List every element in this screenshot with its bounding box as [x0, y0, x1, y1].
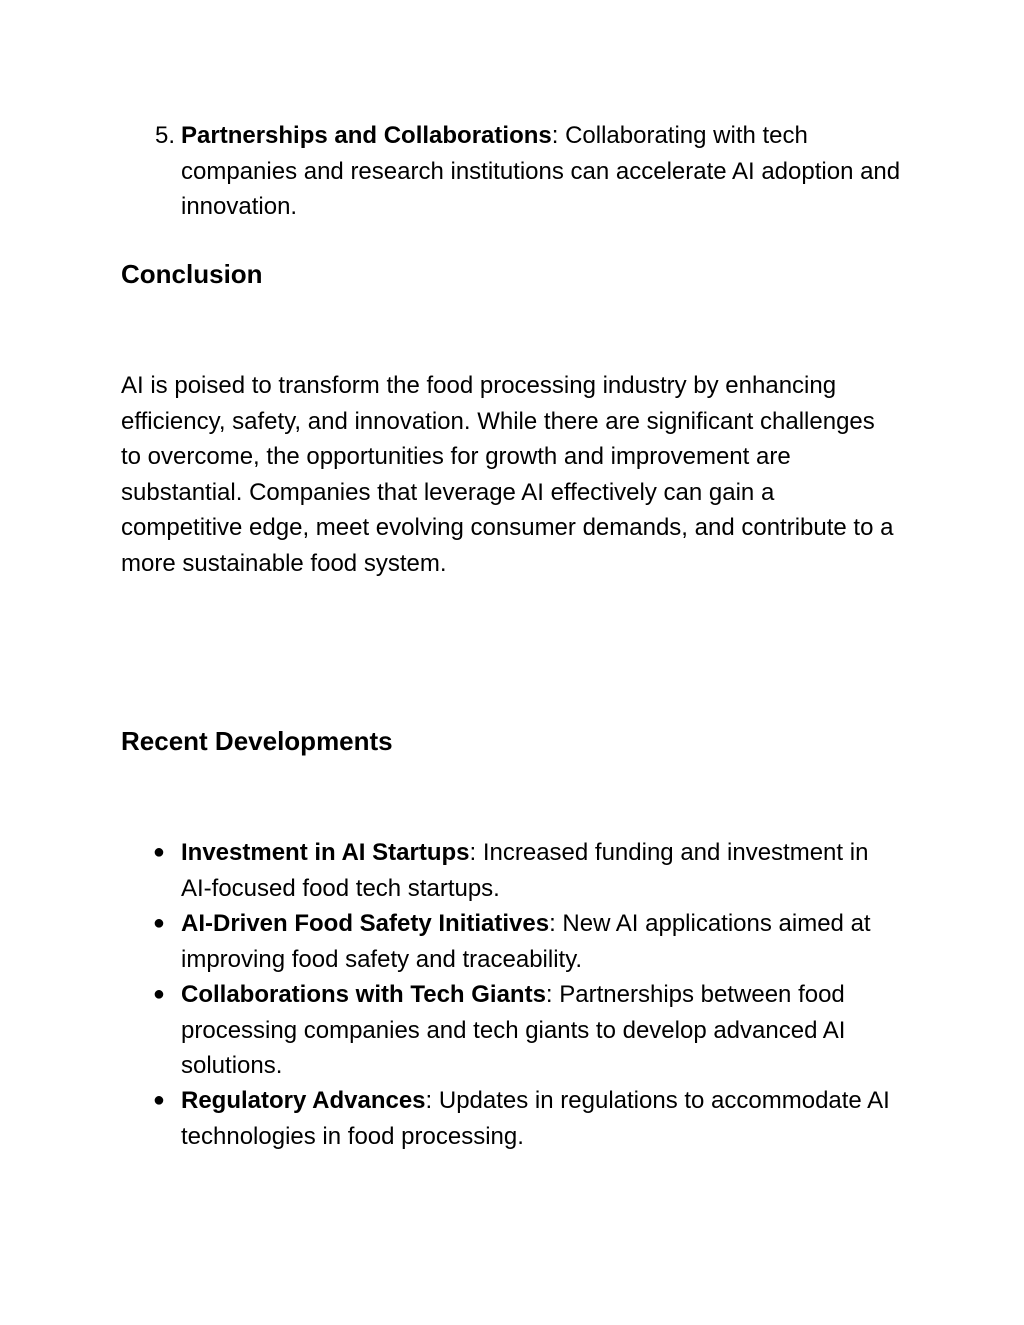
list-item-text: New AI applications aimed at improving food safety and traceability.	[181, 910, 871, 973]
list-item-term: Partnerships and Collaborations	[181, 122, 552, 149]
list-item-content	[181, 835, 901, 906]
list-item-term: Collaborations with Tech Giants	[181, 981, 546, 1008]
list-item-separator: :	[469, 839, 477, 866]
list-number: 5.	[154, 122, 175, 149]
list-item-content	[181, 118, 901, 225]
bullet-list-item	[121, 977, 901, 1084]
bullet-list-item	[121, 906, 901, 977]
list-item-text: Collaborating with tech companies and research institutions can accelerate AI adoption and innovation.	[181, 122, 901, 220]
bullet-icon: ●	[152, 1089, 165, 1111]
list-item-term: AI-Driven Food Safety Initiatives	[181, 910, 550, 937]
recent-developments-heading: Recent Developments	[121, 726, 393, 756]
bullet-icon: ●	[152, 983, 165, 1005]
numbered-list-item-5	[121, 118, 901, 225]
list-item-term: Regulatory Advances	[181, 1087, 426, 1114]
conclusion-paragraph: AI is poised to transform the food processing industry by enhancing efficiency, safety, and innovation. While there are significant challenges to overcome, the opportunities for growth and improvement are substantial. Companies that leverage AI effectively can gain a competitive edge, meet evolving consumer demands, and contribute to a more sustainable food system.	[121, 372, 894, 577]
list-item-text: Updates in regulations to accommodate AI technologies in food processing.	[181, 1087, 890, 1150]
bullet-list-item	[121, 1083, 901, 1154]
bullet-icon: ●	[152, 841, 165, 863]
list-item-separator: :	[545, 981, 553, 1008]
conclusion-heading: Conclusion	[121, 259, 263, 289]
list-item-content	[181, 906, 901, 977]
list-item-text: Increased funding and investment in AI-focused food tech startups.	[181, 839, 869, 902]
list-item-term: Investment in AI Startups	[181, 839, 470, 866]
list-item-content	[181, 977, 901, 1084]
list-item-content	[181, 1083, 901, 1154]
list-item-separator: :	[551, 122, 559, 149]
bullet-list-item	[121, 835, 901, 906]
list-item-separator: :	[425, 1087, 433, 1114]
bullet-icon: ●	[152, 912, 165, 934]
list-item-separator: :	[549, 910, 556, 937]
list-item-text: Partnerships between food processing companies and tech giants to develop advanced AI solutions.	[181, 981, 846, 1079]
